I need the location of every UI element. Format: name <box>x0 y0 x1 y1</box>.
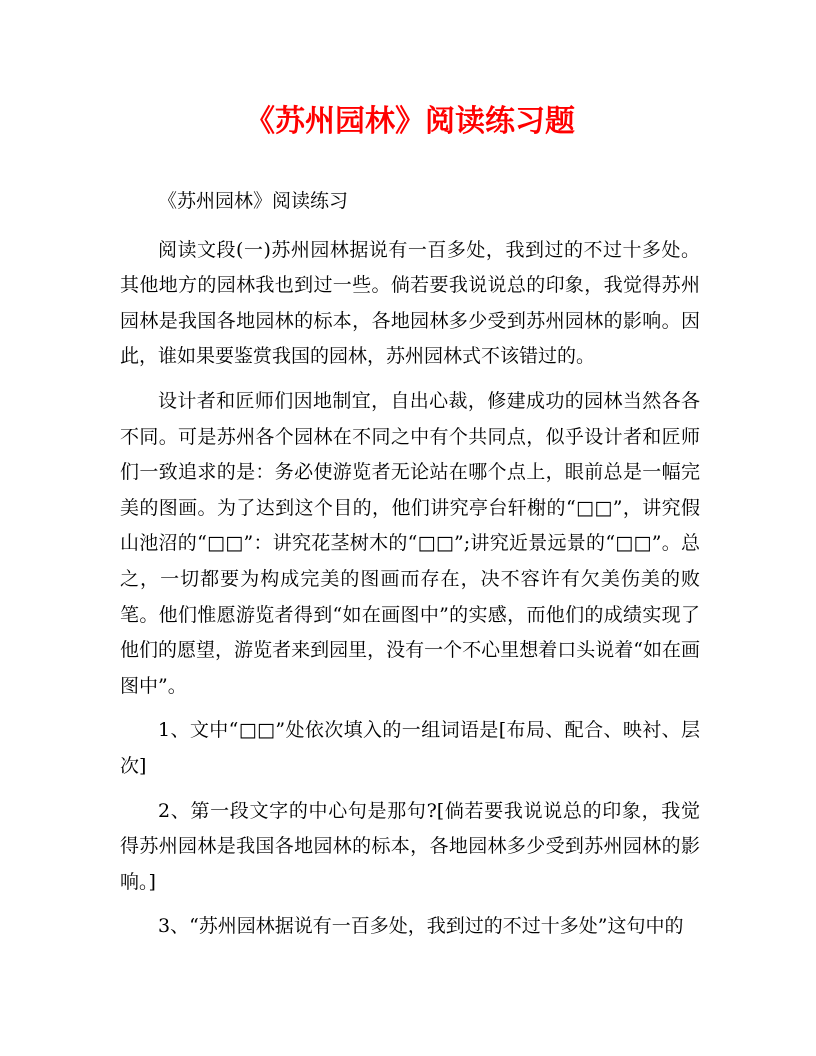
passage-paragraph-2: 设计者和匠师们因地制宜，自出心裁，修建成功的园林当然各各不同。可是苏州各个园林在不同之中有个共同点，似乎设计者和匠师们一致追求的是：务必使游览者无论站在哪个点上，眼前总是一幅完美的图画。为了达到这个目的，他们讲究亭台轩榭的“□□”，讲究假山池沼的“□□”：讲究花茎树木的“□□”;讲究近景远景的“□□”。总之，一切都要为构成完美的图画而存在，决不容许有欠美伤美的败笔。他们惟愿游览者得到“如在画图中”的实感，而他们的成绩实现了他们的愿望，游览者来到园里，没有一个不心里想着口头说着“如在画图中”。 <box>120 389 700 697</box>
subtitle-paragraph: 《苏州园林》阅读练习 <box>158 190 349 212</box>
question-3: 3、“苏州园林据说有一百多处，我到过的不过十多处”这句中的 <box>158 915 684 938</box>
question-2: 2、第一段文字的中心句是那句?[倘若要我说说总的印象，我觉得苏州园林是我国各地园林的标本，各地园林多少受到苏州园林的影响。] <box>120 799 700 893</box>
question-1: 1、文中“□□”处依次填入的一组词语是[布局、配合、映衬、层次] <box>120 719 700 777</box>
passage-paragraph-1: 阅读文段(一)苏州园林据说有一百多处，我到过的不过十多处。其他地方的园林我也到过一些。倘若要我说说总的印象，我觉得苏州园林是我国各地园林的标本，各地园林多少受到苏州园林的影响。因此，谁如果要鉴赏我国的园林，苏州园林式不该错过的。 <box>120 238 700 368</box>
document-title: 《苏州园林》阅读练习题 <box>245 104 575 139</box>
document-page <box>120 100 700 954</box>
